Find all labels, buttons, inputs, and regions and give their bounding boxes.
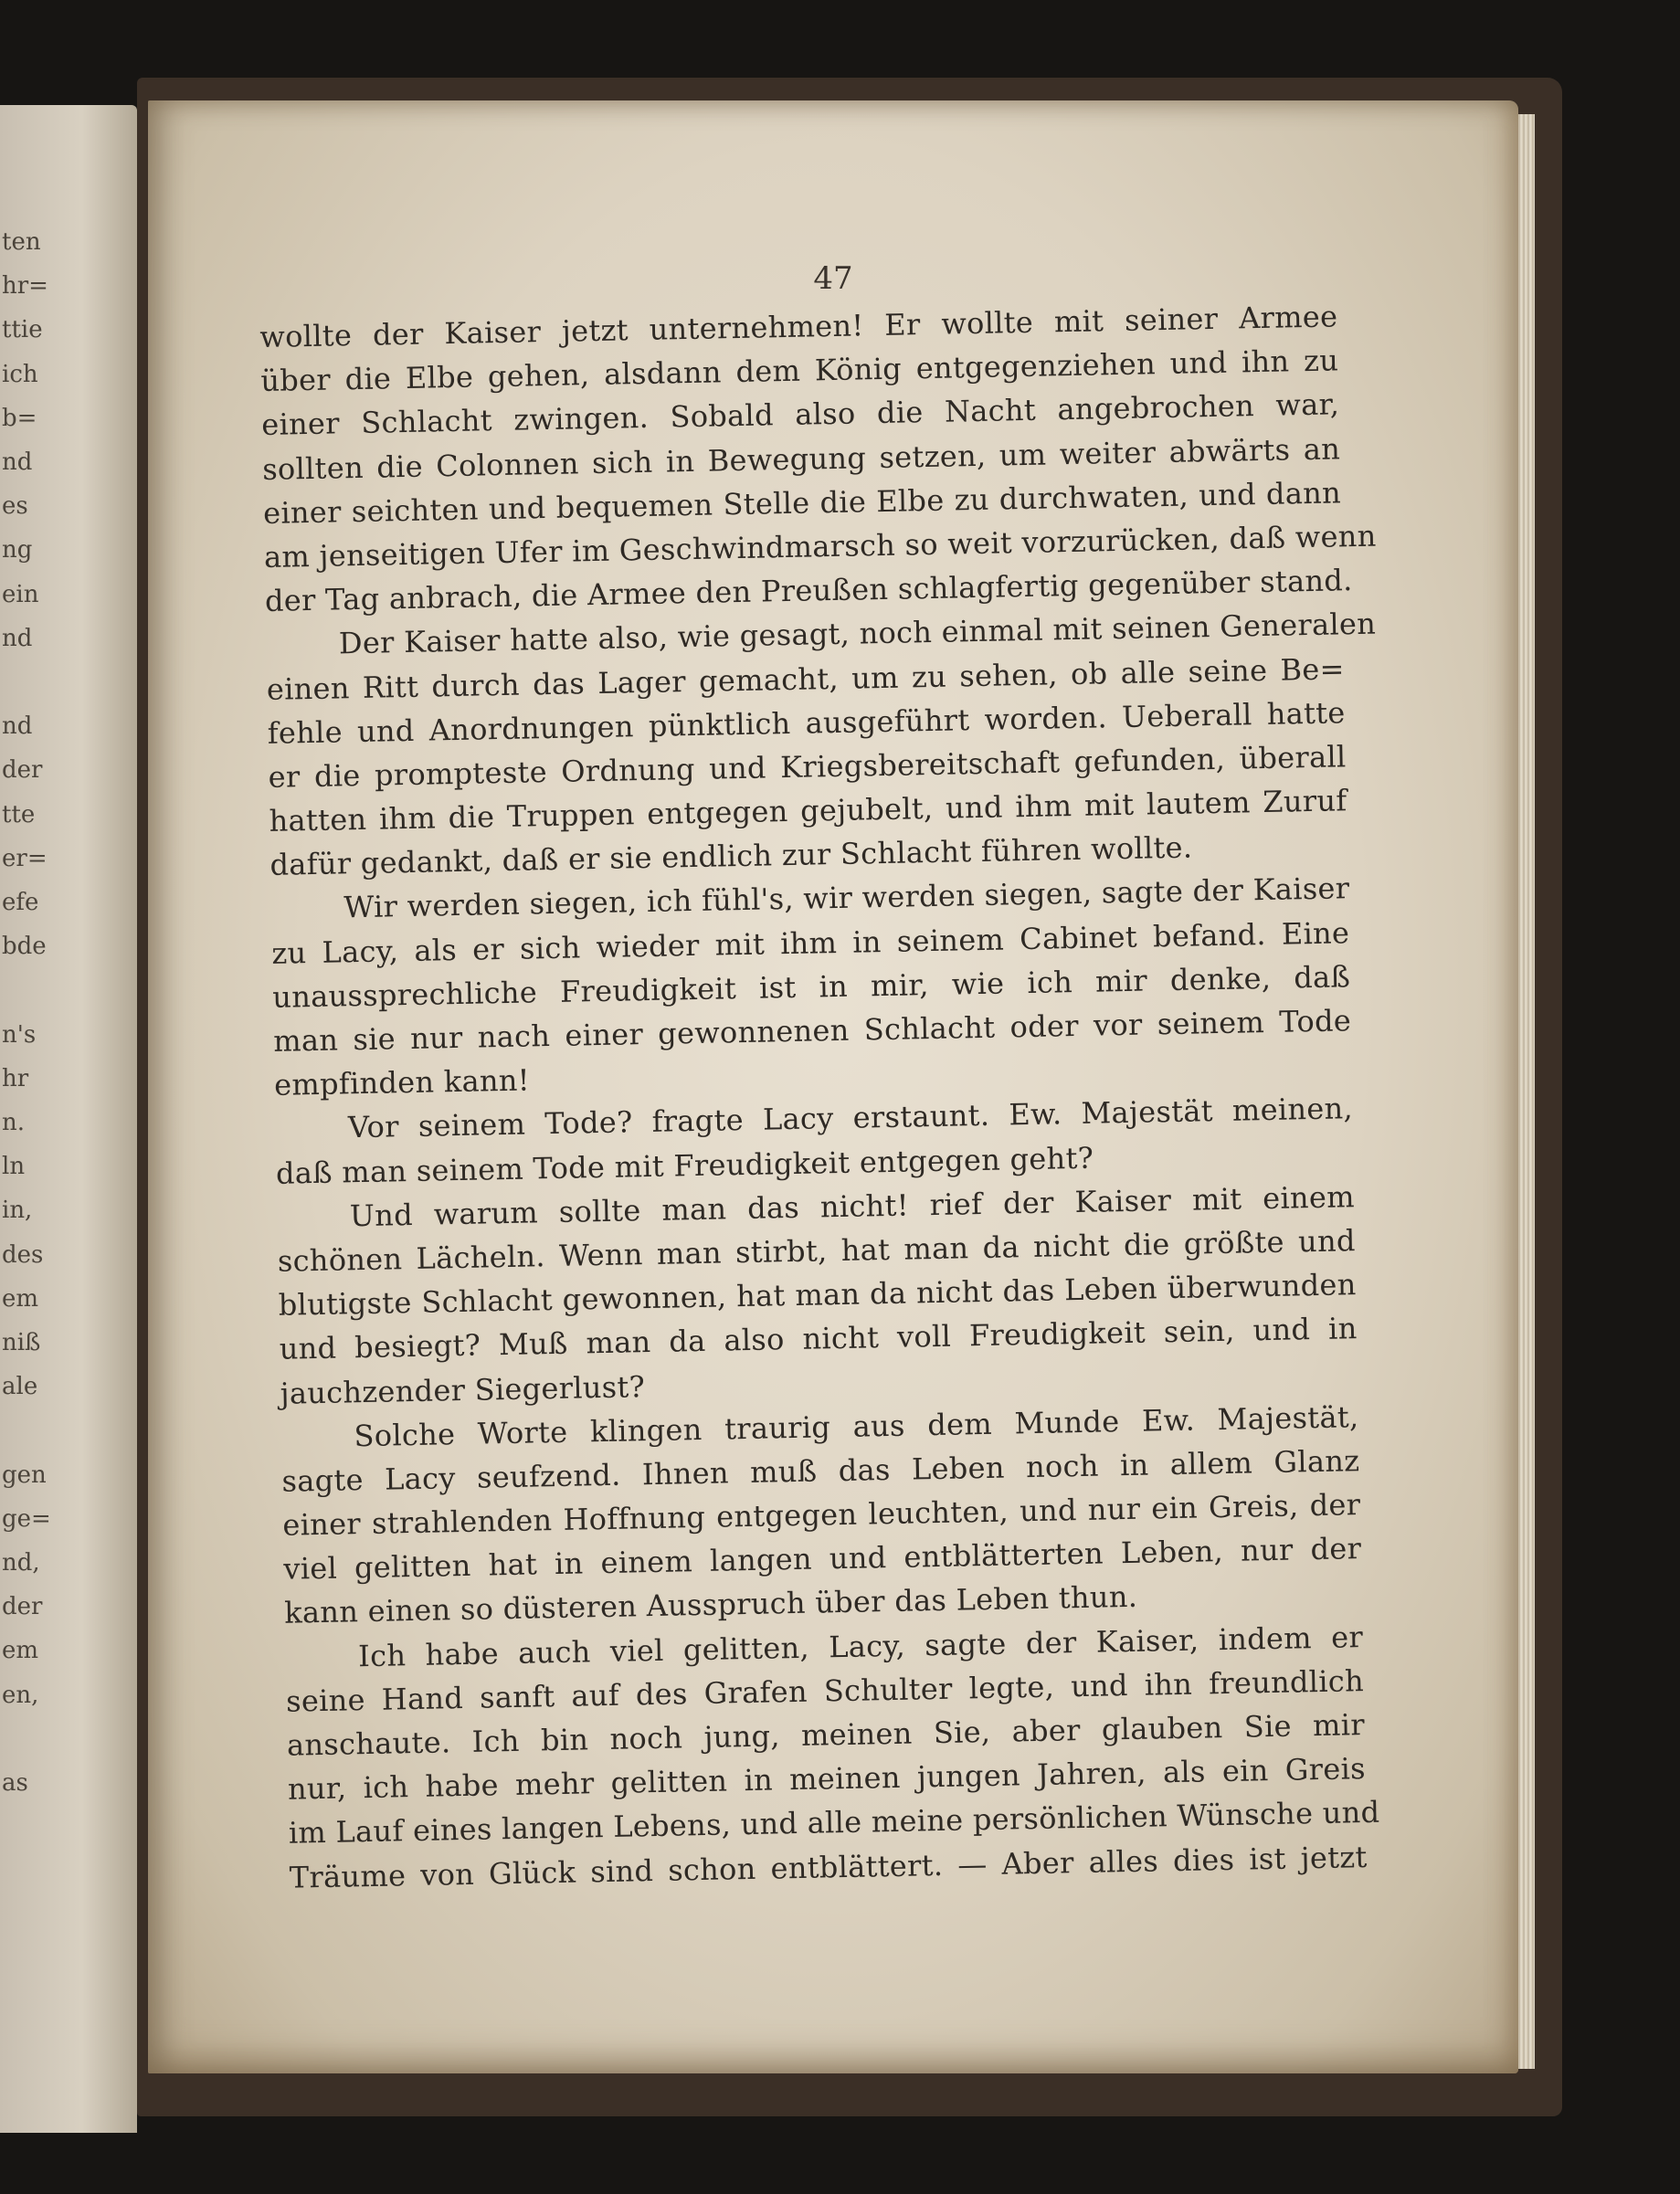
- text-line: Träume von Glück sind schon entblättert. — Aber alles dies ist jetzt: [289, 1839, 1368, 1895]
- left-page-fragment: nd,: [2, 1549, 40, 1577]
- text-line: fehle und Anordnungen pünktlich ausgeführt worden. Ueberall hatte: [267, 694, 1346, 751]
- page-number: 47: [813, 260, 853, 297]
- text-line: blutigste Schlacht gewonnen, hat man da nicht das Leben überwunden: [278, 1267, 1357, 1323]
- text-line: Vor seinem Tode? fragte Lacy erstaunt. Ew. Majestät meinen,: [347, 1091, 1354, 1145]
- left-page-fragment: ten: [2, 228, 41, 256]
- text-line: am jenseitigen Ufer im Geschwindmarsch so weit vorzurücken, daß wenn: [263, 518, 1377, 575]
- text-line: er die prompteste Ordnung und Kriegsbereitschaft gefunden, überall: [268, 739, 1347, 795]
- left-page-fragment: ge=: [2, 1504, 51, 1533]
- text-line: unaussprechliche Freudigkeit ist in mir, wie ich mir denke, daß: [271, 959, 1351, 1015]
- left-page-fragment: bde: [2, 933, 47, 961]
- text-line: Der Kaiser hatte also, wie gesagt, noch einmal mit seinen Generalen: [338, 606, 1377, 661]
- right-page: [148, 100, 1518, 2073]
- text-line: einer Schlacht zwingen. Sobald also die Nacht angebrochen war,: [260, 386, 1340, 443]
- text-line: anschaute. Ich bin noch jung, meinen Sie, aber glauben Sie mir: [286, 1707, 1366, 1763]
- text-line: empfinden kann!: [273, 1062, 531, 1103]
- left-page-fragment: ng: [2, 536, 33, 564]
- text-line: über die Elbe gehen, alsdann dem König entgegenziehen und ihn zu: [260, 343, 1339, 399]
- text-line: man sie nur nach einer gewonnenen Schlacht oder vor seinem Tode: [272, 1003, 1352, 1059]
- text-line: Solche Worte klingen traurig aus dem Munde Ew. Majestät,: [354, 1398, 1359, 1453]
- left-page-fragment: ein: [2, 580, 39, 608]
- left-page-fragment: des: [2, 1240, 44, 1269]
- text-line: einer seichten und bequemen Stelle die Elbe zu durchwaten, und dann: [262, 475, 1342, 531]
- left-page-fragment: nd: [2, 448, 33, 476]
- left-page-fragment: hr: [2, 1064, 29, 1092]
- left-page-fragment: en,: [2, 1681, 39, 1709]
- text-line: und besiegt? Muß man da also nicht voll Freudigkeit sein, und in: [279, 1311, 1358, 1367]
- left-page-fragment: der: [2, 756, 43, 785]
- left-page-fragment: ale: [2, 1373, 38, 1401]
- left-page-fragment: em: [2, 1284, 39, 1313]
- text-line: im Lauf eines langen Lebens, und alle meine persönlichen Wünsche und: [288, 1795, 1380, 1851]
- text-line: dafür gedankt, daß er sie endlich zur Schlacht führen wollte.: [269, 829, 1193, 883]
- left-page-fragment: es: [2, 492, 28, 521]
- left-page-fragment: efe: [2, 889, 39, 916]
- left-page-fragment: em: [2, 1637, 39, 1665]
- left-page-fragment: ich: [2, 360, 38, 388]
- text-line: sollten die Colonnen sich in Bewegung setzen, um weiter abwärts an: [261, 430, 1341, 487]
- body-text: [259, 294, 1380, 1899]
- text-line: daß man seinem Tode mit Freudigkeit entgegen geht?: [275, 1140, 1094, 1191]
- left-page-fragment: tte: [2, 800, 36, 828]
- left-page-fragment: as: [2, 1769, 28, 1797]
- text-line: seine Hand sanft auf des Grafen Schulter legte, und ihn freundlich: [285, 1662, 1365, 1719]
- left-page-fragment: er=: [2, 844, 48, 872]
- text-line: der Tag anbrach, die Armee den Preußen schlagfertig gegenüber stand.: [264, 563, 1353, 619]
- text-line: Ich habe auch viel gelitten, Lacy, sagte der Kaiser, indem er: [357, 1619, 1364, 1673]
- left-page-fragment: b=: [2, 404, 37, 432]
- left-page-fragment: nd: [2, 712, 33, 741]
- text-line: Wir werden siegen, ich fühl's, wir werden siegen, sagte der Kaiser: [343, 870, 1350, 925]
- text-line: einer strahlenden Hoffnung entgegen leuchten, und nur ein Greis, der: [282, 1487, 1361, 1543]
- left-page-fragment: n's: [2, 1020, 37, 1049]
- text-line: jauchzender Siegerlust?: [280, 1368, 646, 1411]
- left-page-fragment: ttie: [2, 316, 43, 344]
- text-line: kann einen so düsteren Ausspruch über das Leben thun.: [283, 1579, 1138, 1631]
- left-page-fragment: in,: [2, 1197, 33, 1225]
- left-page: [0, 105, 137, 2133]
- text-line: hatten ihm die Truppen entgegen gejubelt, und ihm mit lautem Zuruf: [269, 783, 1347, 839]
- text-line: zu Lacy, als er sich wieder mit ihm in seinem Cabinet befand. Eine: [271, 914, 1350, 971]
- left-page-fragment: nd: [2, 624, 33, 652]
- left-page-fragment: ln: [2, 1153, 26, 1181]
- left-page-fragment: n.: [2, 1109, 26, 1136]
- text-line: nur, ich habe mehr gelitten in meinen jungen Jahren, als ein Greis: [287, 1751, 1367, 1807]
- text-line: viel gelitten hat in einem langen und entblätterten Leben, nur der: [282, 1531, 1362, 1587]
- text-line: wollte der Kaiser jetzt unternehmen! Er wollte mit seiner Armee: [259, 299, 1338, 354]
- text-line: sagte Lacy seufzend. Ihnen muß das Leben noch in allem Glanz: [281, 1442, 1360, 1499]
- left-page-fragment: hr=: [2, 272, 48, 301]
- text-line: schönen Lächeln. Wenn man stirbt, hat man da nicht die größte und: [277, 1223, 1357, 1279]
- left-page-fragment: niß: [2, 1329, 41, 1356]
- left-page-fragment: der: [2, 1593, 43, 1621]
- text-line: Und warum sollte man das nicht! rief der Kaiser mit einem: [349, 1178, 1356, 1234]
- text-line: einen Ritt durch das Lager gemacht, um zu sehen, ob alle seine Be=: [266, 650, 1346, 707]
- left-page-fragment: gen: [2, 1461, 47, 1489]
